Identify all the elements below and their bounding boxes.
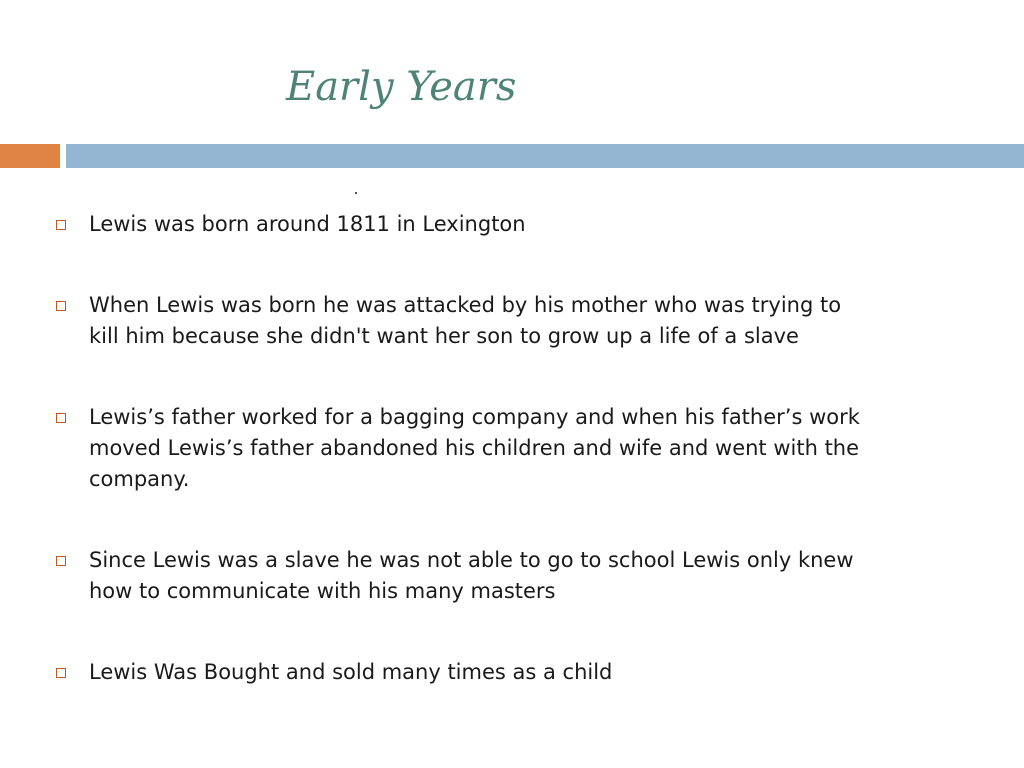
bullet-item bbox=[56, 545, 866, 607]
bullet-text: Lewis Was Bought and sold many times as a child bbox=[89, 660, 613, 684]
bullet-text: Lewis’s father worked for a bagging company and when his father’s work moved Lewis’s father abandoned his children and wife and went with the company. bbox=[89, 405, 860, 491]
bullet-item bbox=[56, 209, 866, 240]
bullet-text: Since Lewis was a slave he was not able to go to school Lewis only knew how to communicate with his many masters bbox=[89, 548, 854, 603]
hollow-square-icon bbox=[56, 301, 66, 311]
hollow-square-icon bbox=[56, 556, 66, 566]
hollow-square-icon bbox=[56, 668, 66, 678]
bullet-item bbox=[56, 402, 866, 495]
hollow-square-icon bbox=[56, 220, 66, 230]
bullet-text: When Lewis was born he was attacked by his mother who was trying to kill him because she didn't want her son to grow up a life of a slave bbox=[89, 293, 842, 348]
slide-title: Early Years bbox=[286, 64, 517, 110]
bullet-text: Lewis was born around 1811 in Lexington bbox=[89, 212, 526, 236]
bullet-item bbox=[56, 290, 866, 352]
hollow-square-icon bbox=[56, 413, 66, 423]
bullet-item bbox=[56, 657, 866, 688]
